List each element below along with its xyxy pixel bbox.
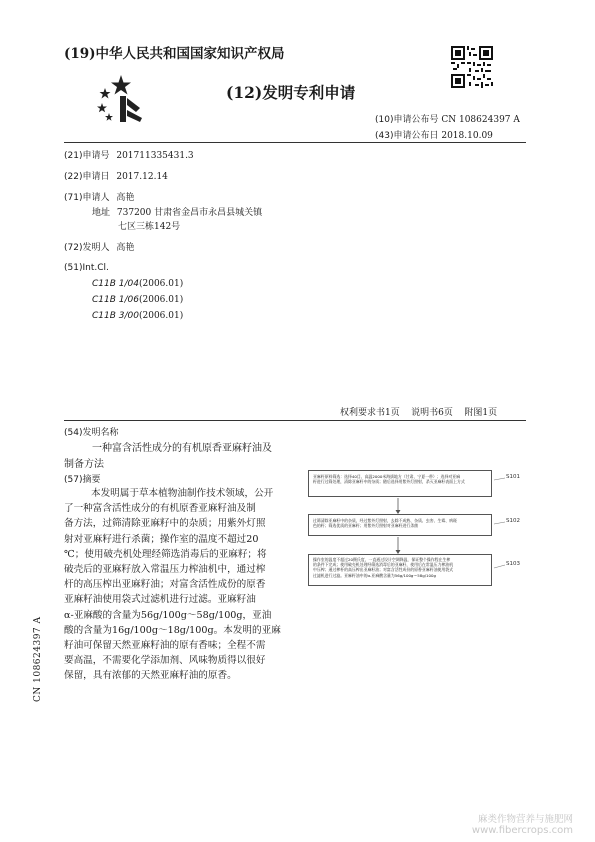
address-line-2: 七区三栋142号 xyxy=(118,222,181,232)
flow-step-box xyxy=(308,554,492,586)
publication-date-row xyxy=(375,128,493,141)
ipc-code: C11B 3/00 xyxy=(92,311,139,321)
ipc-label: (51)Int.Cl. xyxy=(64,263,109,273)
applicant-label: (71)申请人 xyxy=(64,193,110,203)
abstract-figure xyxy=(300,468,532,593)
publication-date-label: (43)申请公布日 xyxy=(375,131,439,141)
abstract-line: 要高温，不需要化学添加剂、风味物质得以很好 xyxy=(64,655,266,667)
invention-title-line-2: 制备方法 xyxy=(64,459,104,470)
ipc-version: (2006.01) xyxy=(138,279,184,289)
publication-date: 2018.10.09 xyxy=(441,131,493,141)
filing-date: 2017.12.14 xyxy=(116,172,168,182)
application-number: 201711335431.3 xyxy=(116,151,194,161)
page-counts: 权利要求书1页 说明书6页 附图1页 xyxy=(340,408,498,418)
qr-code-icon xyxy=(451,46,493,88)
application-number-label: (21)申请号 xyxy=(64,151,110,161)
publication-number-row xyxy=(375,112,520,125)
side-publication-number: CN 108624397 A xyxy=(33,616,43,702)
invention-title-label: (54)发明名称 xyxy=(64,428,119,438)
ipc-version: (2006.01) xyxy=(138,311,184,321)
watermark-url: www.fibercrops.com xyxy=(471,825,573,836)
flow-step-text: 过筛清除亚麻籽中的杂质，经过紫外灯照射，去除不成熟、杂质、虫害、生霉、病斑 xyxy=(313,518,457,523)
abstract-line: 本发明属于草本植物油制作技术领域，公开 xyxy=(91,488,274,499)
abstract-body xyxy=(64,486,296,684)
flow-step-text: 操作室的温度不超过20摄氏度，一直通过设计空调降温，保证整个操作程在生榨 xyxy=(313,557,451,562)
flow-step-text: 过滤机进行过滤。亚麻籽油中的α-亚麻酸含量为56g/100g～58g/100g xyxy=(313,572,436,578)
address-line-1: 737200 甘肃省金昌市永昌县城关镇 xyxy=(116,208,263,218)
abstract-line: 破壳后的亚麻籽放入常温压力榨油机中，通过榨 xyxy=(64,564,266,576)
ipc-entry xyxy=(92,279,183,289)
ipc-version: (2006.01) xyxy=(138,295,184,305)
abstract-line: α-亚麻酸的含量为56g/100g～58g/100g，亚油 xyxy=(64,609,272,621)
ipc-code: C11B 1/06 xyxy=(92,295,139,305)
invention-title-line-1: 一种富含活性成分的有机原香亚麻籽油及 xyxy=(92,443,272,454)
abstract-line: ℃；使用破壳机处理经筛选消毒后的亚麻籽；将 xyxy=(64,548,267,560)
abstract-label: (57)摘要 xyxy=(64,475,101,485)
abstract-line: 射对亚麻籽进行杀菌；操作室的温度不超过20 xyxy=(64,533,259,545)
publication-number: CN 108624397 A xyxy=(441,115,520,125)
biblio-divider xyxy=(64,420,526,421)
abstract-line: 籽油可保留天然亚麻籽油的原有香味；全程不需 xyxy=(64,640,266,652)
abstract-line: 亚麻籽油使用袋式过滤机进行过滤。亚麻籽油 xyxy=(64,594,256,606)
flow-step-text: 亚麻籽原料筛选：选择40目、高温2000米海拔地方（甘肃、宁夏一带）；选择对亚麻 xyxy=(313,474,461,479)
address-row xyxy=(92,205,262,218)
abstract-line: 酸的含量为16g/100g～18g/100g。本发明的亚麻 xyxy=(64,624,281,636)
flow-step-box xyxy=(308,470,492,497)
flow-step-text: 中压榨；通过榨杆的高压榨出亚麻籽油；对富含活性成份的原香亚麻籽油使用袋式 xyxy=(313,567,454,573)
document-kind: (12)发明专利申请 xyxy=(226,83,356,102)
applicant-name: 高艳 xyxy=(116,193,135,203)
ipc-entry xyxy=(92,311,183,321)
publication-number-label: (10)申请公布号 xyxy=(375,115,439,125)
header-divider xyxy=(64,142,526,143)
filing-date-row xyxy=(64,169,168,182)
watermark-site-name: 麻类作物营养与施肥网 xyxy=(477,814,573,825)
inventor-name: 高艳 xyxy=(116,243,135,253)
flow-step-text: 的条件下完成；使用破壳机处理经筛选消毒后的亚麻籽，使用后在常温压力榨油机 xyxy=(313,562,454,568)
ipc-entry xyxy=(92,295,183,305)
flow-step-label: S102 xyxy=(506,518,520,524)
flow-step-text: 色的籽；筛选优质的亚麻籽；用紫外灯照射对亚麻籽进行杀菌 xyxy=(313,523,419,529)
abstract-line: 了一种富含活性成分的有机原香亚麻籽油及制 xyxy=(64,503,256,515)
issuing-office: (19)中华人民共和国国家知识产权局 xyxy=(64,46,285,62)
patent-office-emblem-icon xyxy=(96,74,146,124)
inventor-label: (72)发明人 xyxy=(64,243,110,253)
applicant-row xyxy=(64,190,134,203)
inventor-row xyxy=(64,240,134,253)
flow-step-label: S101 xyxy=(506,474,520,480)
address-label: 地址 xyxy=(92,208,111,218)
abstract-line: 保留，具有浓郁的天然亚麻籽油的原香。 xyxy=(64,670,237,682)
abstract-line: 备方法，过筛清除亚麻籽中的杂质；用紫外灯照 xyxy=(64,518,266,530)
filing-date-label: (22)申请日 xyxy=(64,172,110,182)
abstract-line: 杆的高压榨出亚麻籽油；对富含活性成份的原香 xyxy=(64,579,266,591)
application-number-row xyxy=(64,148,194,161)
ipc-code: C11B 1/04 xyxy=(92,279,139,289)
flow-step-text: 籽进行过筛处理，清除亚麻籽中的杂质；随后选择用紫外灯照射，杀灭亚麻籽表面上方式 xyxy=(313,479,465,485)
flow-step-box xyxy=(308,514,492,536)
flow-step-label: S103 xyxy=(506,561,520,567)
